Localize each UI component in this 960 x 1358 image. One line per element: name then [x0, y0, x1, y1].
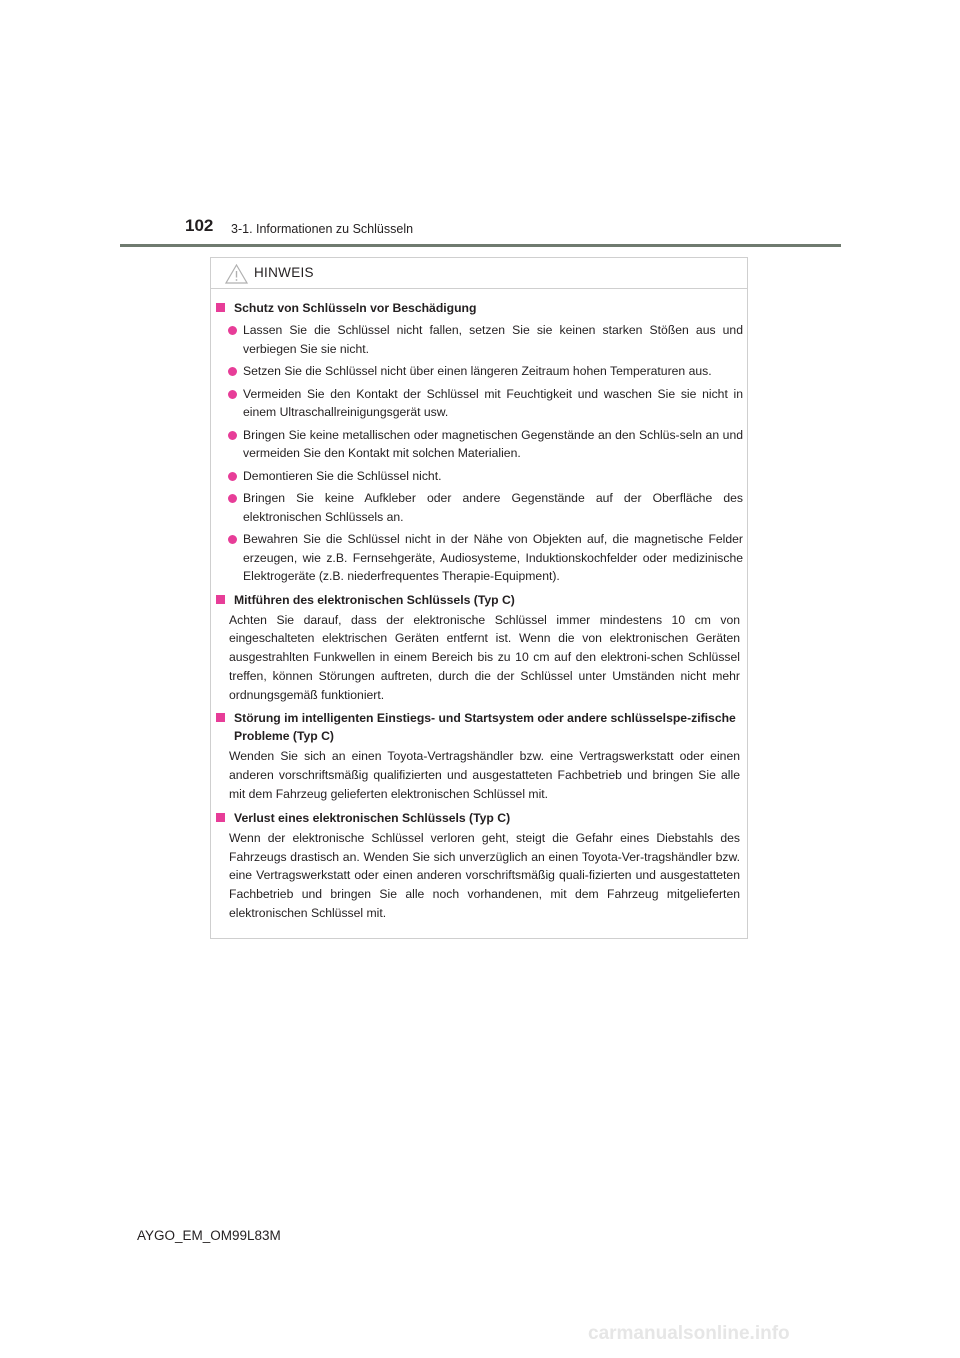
- circle-bullet-icon: [228, 390, 237, 399]
- watermark: carmanualsonline.info: [588, 1323, 790, 1344]
- list-item-text: Bringen Sie keine Aufkleber oder andere Gegenstände auf der Oberfläche des elektronischen Schlüssels an.: [243, 491, 743, 524]
- list-item-text: Vermeiden Sie den Kontakt der Schlüssel mit Feuchtigkeit und waschen Sie sie nicht in einem Ultraschallreinigungsgerät usw.: [243, 386, 743, 419]
- notice-box: [210, 257, 748, 939]
- section-paragraph: Wenden Sie sich an einen Toyota-Vertragshändler bzw. eine Vertragswerkstatt oder einen anderen vorschriftsmäßig qualifizierten und ausgestatteten Fachbetrieb und bringen Sie alle mit dem Fahrzeug gelieferten elektronischen Schlüssel mit.: [229, 749, 740, 802]
- circle-bullet-icon: [228, 431, 237, 440]
- list-item-text: Setzen Sie die Schlüssel nicht über einen längeren Zeitraum hohen Temperaturen aus.: [243, 364, 712, 378]
- section-heading-system-malfunction: [216, 709, 744, 745]
- warning-icon: [225, 264, 248, 284]
- section-paragraph: Wenn der elektronische Schlüssel verloren geht, steigt die Gefahr eines Diebstahls des Fahrzeugs drastisch an. Wenden Sie sich unverzüglich an einen Toyota-Ver-tragshändler bzw. eine Vertragswerkstatt oder einen anderen vorschriftsmäßig quali-fizierten und ausgestatteten Fachbetrieb und bringen Sie alle noch vorhandenen, mit dem Fahrzeug mitgelieferten elektronischen Schlüssel mit.: [229, 830, 740, 921]
- section-heading-carrying-key: [216, 591, 744, 609]
- square-bullet-icon: [216, 813, 225, 822]
- document-code: AYGO_EM_OM99L83M: [137, 1228, 281, 1243]
- section-heading-key-protection: [216, 299, 744, 317]
- heading-text: Verlust eines elektronischen Schlüssels (Typ C): [234, 810, 511, 825]
- list-item-text: Bringen Sie keine metallischen oder magnetischen Gegenstände an den Schlüs-seln an und vermeiden Sie den Kontakt mit solchen Materialien.: [243, 427, 743, 460]
- list-item-text: Lassen Sie die Schlüssel nicht fallen, setzen Sie sie keinen starken Stößen aus und verbiegen Sie sie nicht.: [243, 323, 743, 356]
- section-heading-key-loss: [216, 809, 744, 827]
- list-item: [211, 467, 743, 486]
- notice-label: HINWEIS: [254, 265, 314, 280]
- page-number: 102: [185, 216, 214, 235]
- heading-text: Störung im intelligenten Einstiegs- und Startsystem oder andere schlüsselspe-zifische Probleme (Typ C): [234, 711, 736, 744]
- circle-bullet-icon: [228, 367, 237, 376]
- list-item: [211, 321, 743, 358]
- notice-header: [211, 258, 747, 289]
- circle-bullet-icon: [228, 326, 237, 335]
- square-bullet-icon: [216, 595, 225, 604]
- list-item: [211, 362, 743, 381]
- section-title: 3-1. Informationen zu Schlüsseln: [231, 222, 414, 236]
- heading-text: Schutz von Schlüsseln vor Beschädigung: [234, 301, 477, 315]
- list-item: [211, 489, 743, 526]
- square-bullet-icon: [216, 713, 225, 722]
- circle-bullet-icon: [228, 535, 237, 544]
- circle-bullet-icon: [228, 494, 237, 503]
- section-paragraph: Achten Sie darauf, dass der elektronische Schlüssel immer mindestens 10 cm von eingeschalteten elektrischen Geräten entfernt ist. Wenn die von elektronischen Geräten ausgestrahlten Funkwellen in einem Bereich bis zu 10 cm auf den elektroni-schen Schlüssel treffen, können Störungen auftreten, durch die der Schlüssel unter Umständen nicht mehr ordnungsgemäß funktioniert.: [229, 612, 740, 702]
- square-bullet-icon: [216, 303, 225, 312]
- header-rule: [120, 244, 841, 247]
- list-item-text: Demontieren Sie die Schlüssel nicht.: [243, 468, 442, 483]
- heading-text: Mitführen des elektronischen Schlüssels (Typ C): [234, 592, 515, 607]
- list-item: [211, 530, 743, 586]
- list-item: [211, 385, 743, 422]
- notice-body: [211, 299, 747, 923]
- circle-bullet-icon: [228, 472, 237, 481]
- list-item-text: Bewahren Sie die Schlüssel nicht in der Nähe von Objekten auf, die magnetische Felder erzeugen, wie z.B. Fernsehgeräte, Audiosysteme, Induktionskochfelder oder medizinische Elektrogeräte (z.B. niederfrequentes Therapie-Equipment).: [243, 532, 743, 583]
- list-item: [211, 426, 743, 463]
